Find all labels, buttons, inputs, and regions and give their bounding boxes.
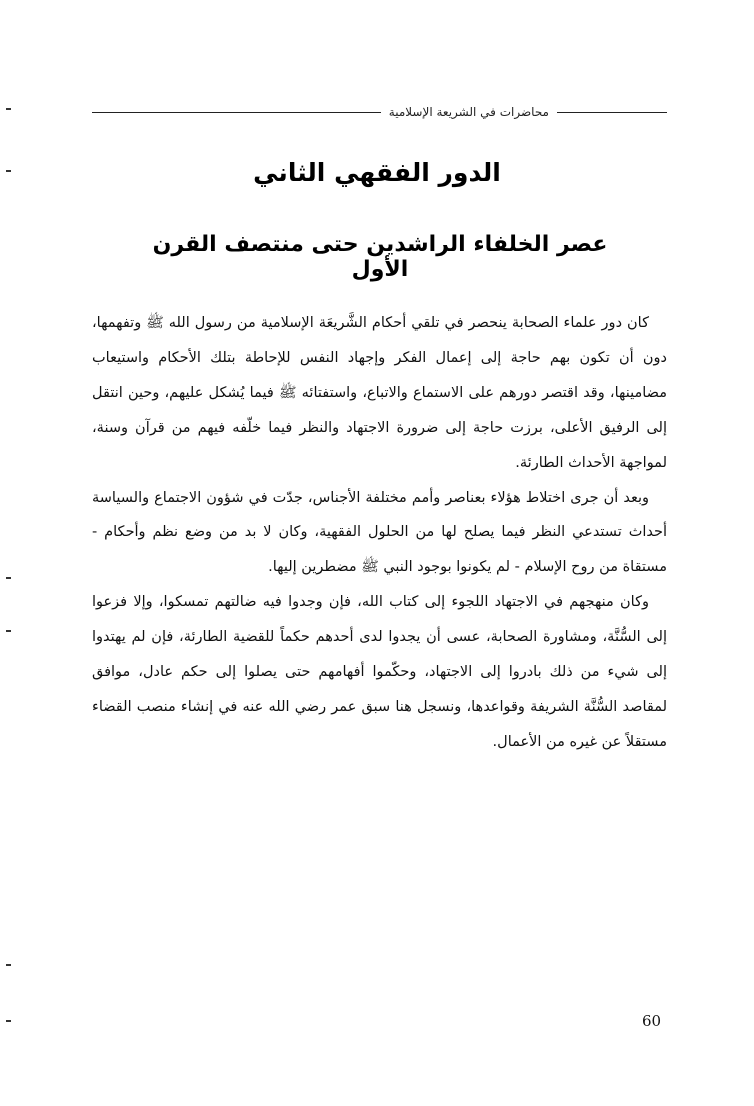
scan-mark bbox=[6, 1020, 11, 1022]
scan-mark bbox=[6, 630, 11, 632]
paragraph-1: كان دور علماء الصحابة ينحصر في تلقي أحكام الشَّريعَة الإسلامية من رسول الله ﷺ وتفهمها، دون أن تكون بهم حاجة إلى إعمال الفكر وإجهاد النفس للإحاطة بتلك الأحكام واستيعاب مضامينها، وقد اقتصر دورهم على الاستماع والاتباع، واستفتائه ﷺ فيما يُشكل عليهم، وحين انتقل إلى الرفيق الأعلى، برزت حاجة إلى ضرورة الاجتهاد والنظر فيما خلّفه فيهم من قرآن وسنة، لمواجهة الأحداث الطارئة. bbox=[92, 315, 667, 471]
page-number: 60 bbox=[642, 1012, 662, 1030]
scan-mark bbox=[6, 577, 11, 579]
running-header-title: محاضرات في الشريعة الإسلامية bbox=[388, 105, 549, 119]
paragraph-2: وبعد أن جرى اختلاط هؤلاء بعناصر وأمم مختلفة الأجناس، جدّت في شؤون الاجتماع والسياسة أحداث تستدعي النظر فيما يصلح لها من الحلول الفقهية، وكان لا بد من وضع نظم وأحكام - مستقاة من روح الإسلام - لم يكونوا بوجود النبي ﷺ مضطرين إليها. bbox=[92, 489, 667, 576]
chapter-subtitle: عصر الخلفاء الراشدين حتى منتصف القرن الأول bbox=[152, 232, 608, 282]
paragraph-3: وكان منهجهم في الاجتهاد اللجوء إلى كتاب الله، فإن وجدوا فيه ضالتهم تمسكوا، وإلا فزعوا إلى السُّنَّة، ومشاورة الصحابة، عسى أن يجدوا لدى أحدهم حكماً للقضية الطارئة، فإن لم يهتدوا إلى شيء من ذلك بادروا إلى الاجتهاد، وحكّموا أفهامهم حتى يصلوا إلى حكم عادل، موافق لمقاصد السُّنَّة الشريفة وقواعدها، ونسجل هنا سبق عمر رضي الله عنه في إنشاء منصب القضاء مستقلاً عن غيره من الأعمال. bbox=[92, 594, 667, 750]
header-rule-left bbox=[92, 112, 381, 113]
scan-mark bbox=[6, 108, 11, 110]
chapter-title: الدور الفقهي الثاني bbox=[253, 158, 501, 187]
header-rule-right bbox=[557, 112, 667, 113]
running-header bbox=[92, 102, 667, 122]
scan-mark bbox=[6, 964, 11, 966]
body-text bbox=[92, 306, 667, 760]
